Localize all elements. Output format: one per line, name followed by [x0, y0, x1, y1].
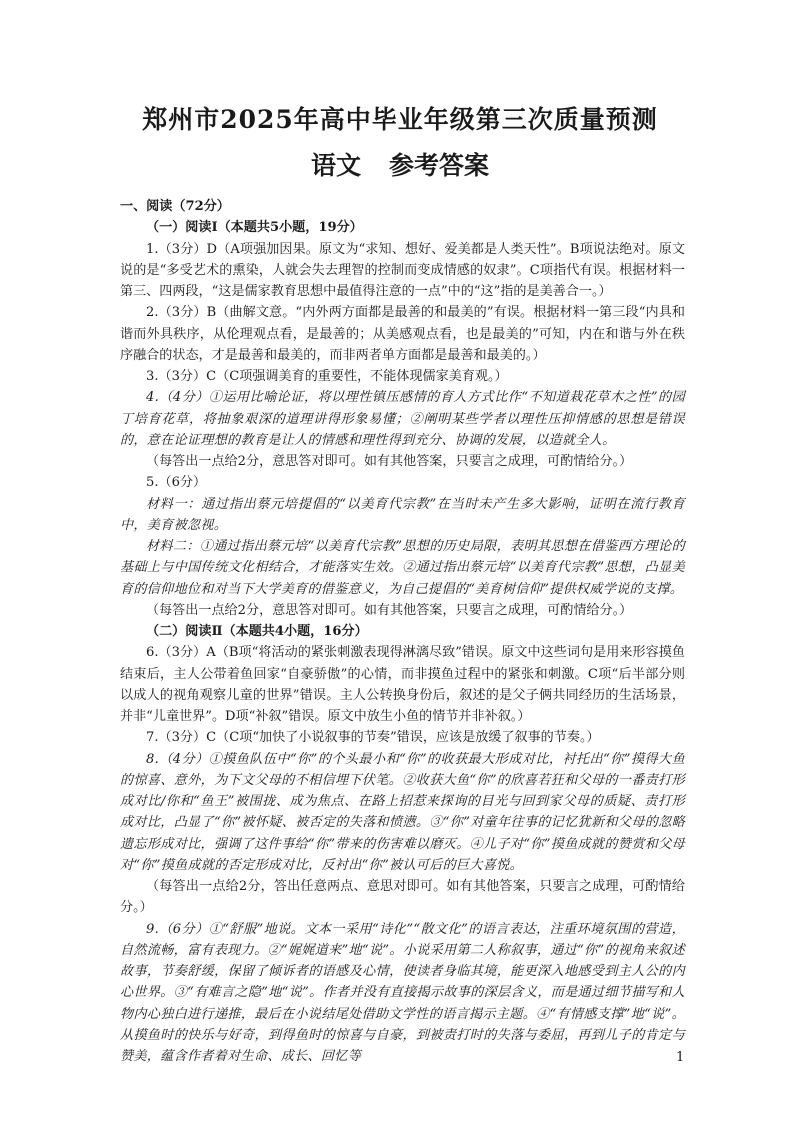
scoring-note-q4: （每答出一点给2分，意思答对即可。如有其他答案，只要言之成理，可酌情给分。） — [146, 454, 633, 469]
scoring-note-q5: （每答出一点给2分，意思答对即可。如有其他答案，只要言之成理，可酌情给分。） — [146, 602, 633, 618]
subsection-heading-reading-2: （二）阅读Ⅱ（本题共4小题，16分） — [146, 624, 368, 639]
page-number: 1 — [676, 1050, 685, 1065]
answer-q3: 3.（3分）C（C项强调美育的重要性，不能体现儒家美育观。） — [146, 369, 508, 384]
document-subtitle — [0, 146, 800, 182]
answer-q9: 9.（6分）①“舒服”地说。文本一采用“诗化”“散文化”的语言表达，注重环境氛围的营造，自然流畅，富有表现力。②“娓娓道来”地“说”。小说采用第二人称叙事，通过“你”的视角来叙述故事，节奏舒缓，保留了倾诉者的语感及心情，使读者身临其境，能更深入地感受到主人公的内心世界。③“有难言之隐”地“说”。作者并没有直接揭示故事的深层含义，而是通过细节描写和人物内心独白进行递推，最后在小说结尾处借助文学性的语言揭示主题。④“有情感支撑”地“说”。从摸鱼时的快乐与好奇，到得鱼时的惊喜与自豪，到被责打时的失落与委屈，再到儿子的肯定与赞美，蕴含作者着对生命、成长、回忆等 — [120, 921, 685, 1064]
subject-label: 语文 — [310, 151, 361, 180]
scoring-note-q8: （每答出一点给2分，答出任意两点、意思对即可。如有其他答案，只要言之成理，可酌情给分。） — [120, 879, 685, 916]
answer-q1: 1.（3分）D（A项强加因果。原文为“求知、想好、爱美都是人类天性”。B项说法绝对。原文说的是“多受艺术的熏染，人就会失去理智的控制而变成情感的奴隶”。C项指代有误。根据材料一第三、四两段，“这是儒家教育思想中最值得注意的一点”中的“这”指的是美善合一。） — [120, 241, 685, 299]
answer-q5-heading: 5.（6分） — [146, 475, 207, 491]
answer-q8: 8.（4分）①摸鱼队伍中“你”的个头最小和“你”的收获最大形成对比，衬托出“你”摸得大鱼的惊喜、意外，为下文父母的不相信埋下伏笔。②收获大鱼“你”的欣喜若狂和父母的一番责打形成对比/你和“鱼王”被围拢、成为焦点、在路上招惹来探询的目光与回到家父母的质疑、责打形成对比，凸显了“你”被怀疑、被否定的失落和愤懑。③“你”对童年往事的记忆犹新和父母的忽略遗忘形成对比，强调了这件事给“你”带来的伤害难以磨灭。④儿子对“你”摸鱼成就的赞赏和父母对“你”摸鱼成就的否定形成对比，反衬出“你”被认可后的巨大喜悦。 — [120, 751, 685, 873]
answer-q5-material1: 材料一：通过指出蔡元培提倡的“以美育代宗教”在当时未产生多大影响，证明在流行教育中，美育被忽视。 — [120, 496, 685, 533]
doc-type-label: 参考答案 — [389, 151, 490, 180]
answer-q5-material2: 材料二：①通过指出蔡元培“以美育代宗教”思想的历史局限，表明其思想在借鉴西方理论的基础上与中国传统文化相结合，才能落实生效。②通过指出蔡元培“以美育代宗教”思想，凸显美育的信仰地位和对当下大学美育的借鉴意义，为自己提倡的“美育树信仰”提供权威学说的支撑。 — [120, 539, 685, 597]
answer-q7: 7.（3分）C（C项“加快了小说叙事的节奏”错误，应该是放缓了叙事的节奏。） — [146, 730, 600, 746]
section-heading-reading: 一、阅读（72分） — [120, 199, 230, 214]
subsection-heading-reading-1: （一）阅读Ⅰ（本题共5小题，19分） — [146, 220, 363, 236]
answer-q6: 6.（3分）A（B项“将活动的紧张刺激表现得淋漓尽致”错误。原文中这些词句是用来形容摸鱼结束后，主人公带着鱼回家“自豪骄傲”的心情，而非摸鱼过程中的紧张和刺激。C项“后半部分则以成人的视角观察儿童的世界”错误。主人公转换身份后，叙述的是父子俩共同经历的生活场景，并非“儿童世界”。D项“补叙”错误。原文中放生小鱼的情节并非补叙。） — [120, 645, 685, 724]
answer-q2: 2.（3分）B（曲解文意。“内外两方面都是最善的和最美的”有误。根据材料一第三段“内具和谐而外具秩序，从伦理观点看，是最善的；从美感观点看，也是最美的”可知，内在和谐与外在秩序融合的状态，才是最善和最美的，而非两者单方面都是最善和最美的。） — [120, 305, 685, 363]
answer-content — [120, 196, 685, 1067]
answer-q4: 4.（4分）①运用比喻论证，将以理性镇压感情的育人方式比作“不知道栽花草木之性”的园丁培育花草，将抽象艰深的道理讲得形象易懂；②阐明某些学者以理性压抑情感的思想是错误的，意在论证理想的教育是让人的情感和理性得到充分、协调的发展，以造就全人。 — [120, 390, 685, 448]
document-title: 郑州市2025年高中毕业年级第三次质量预测 — [142, 105, 658, 134]
